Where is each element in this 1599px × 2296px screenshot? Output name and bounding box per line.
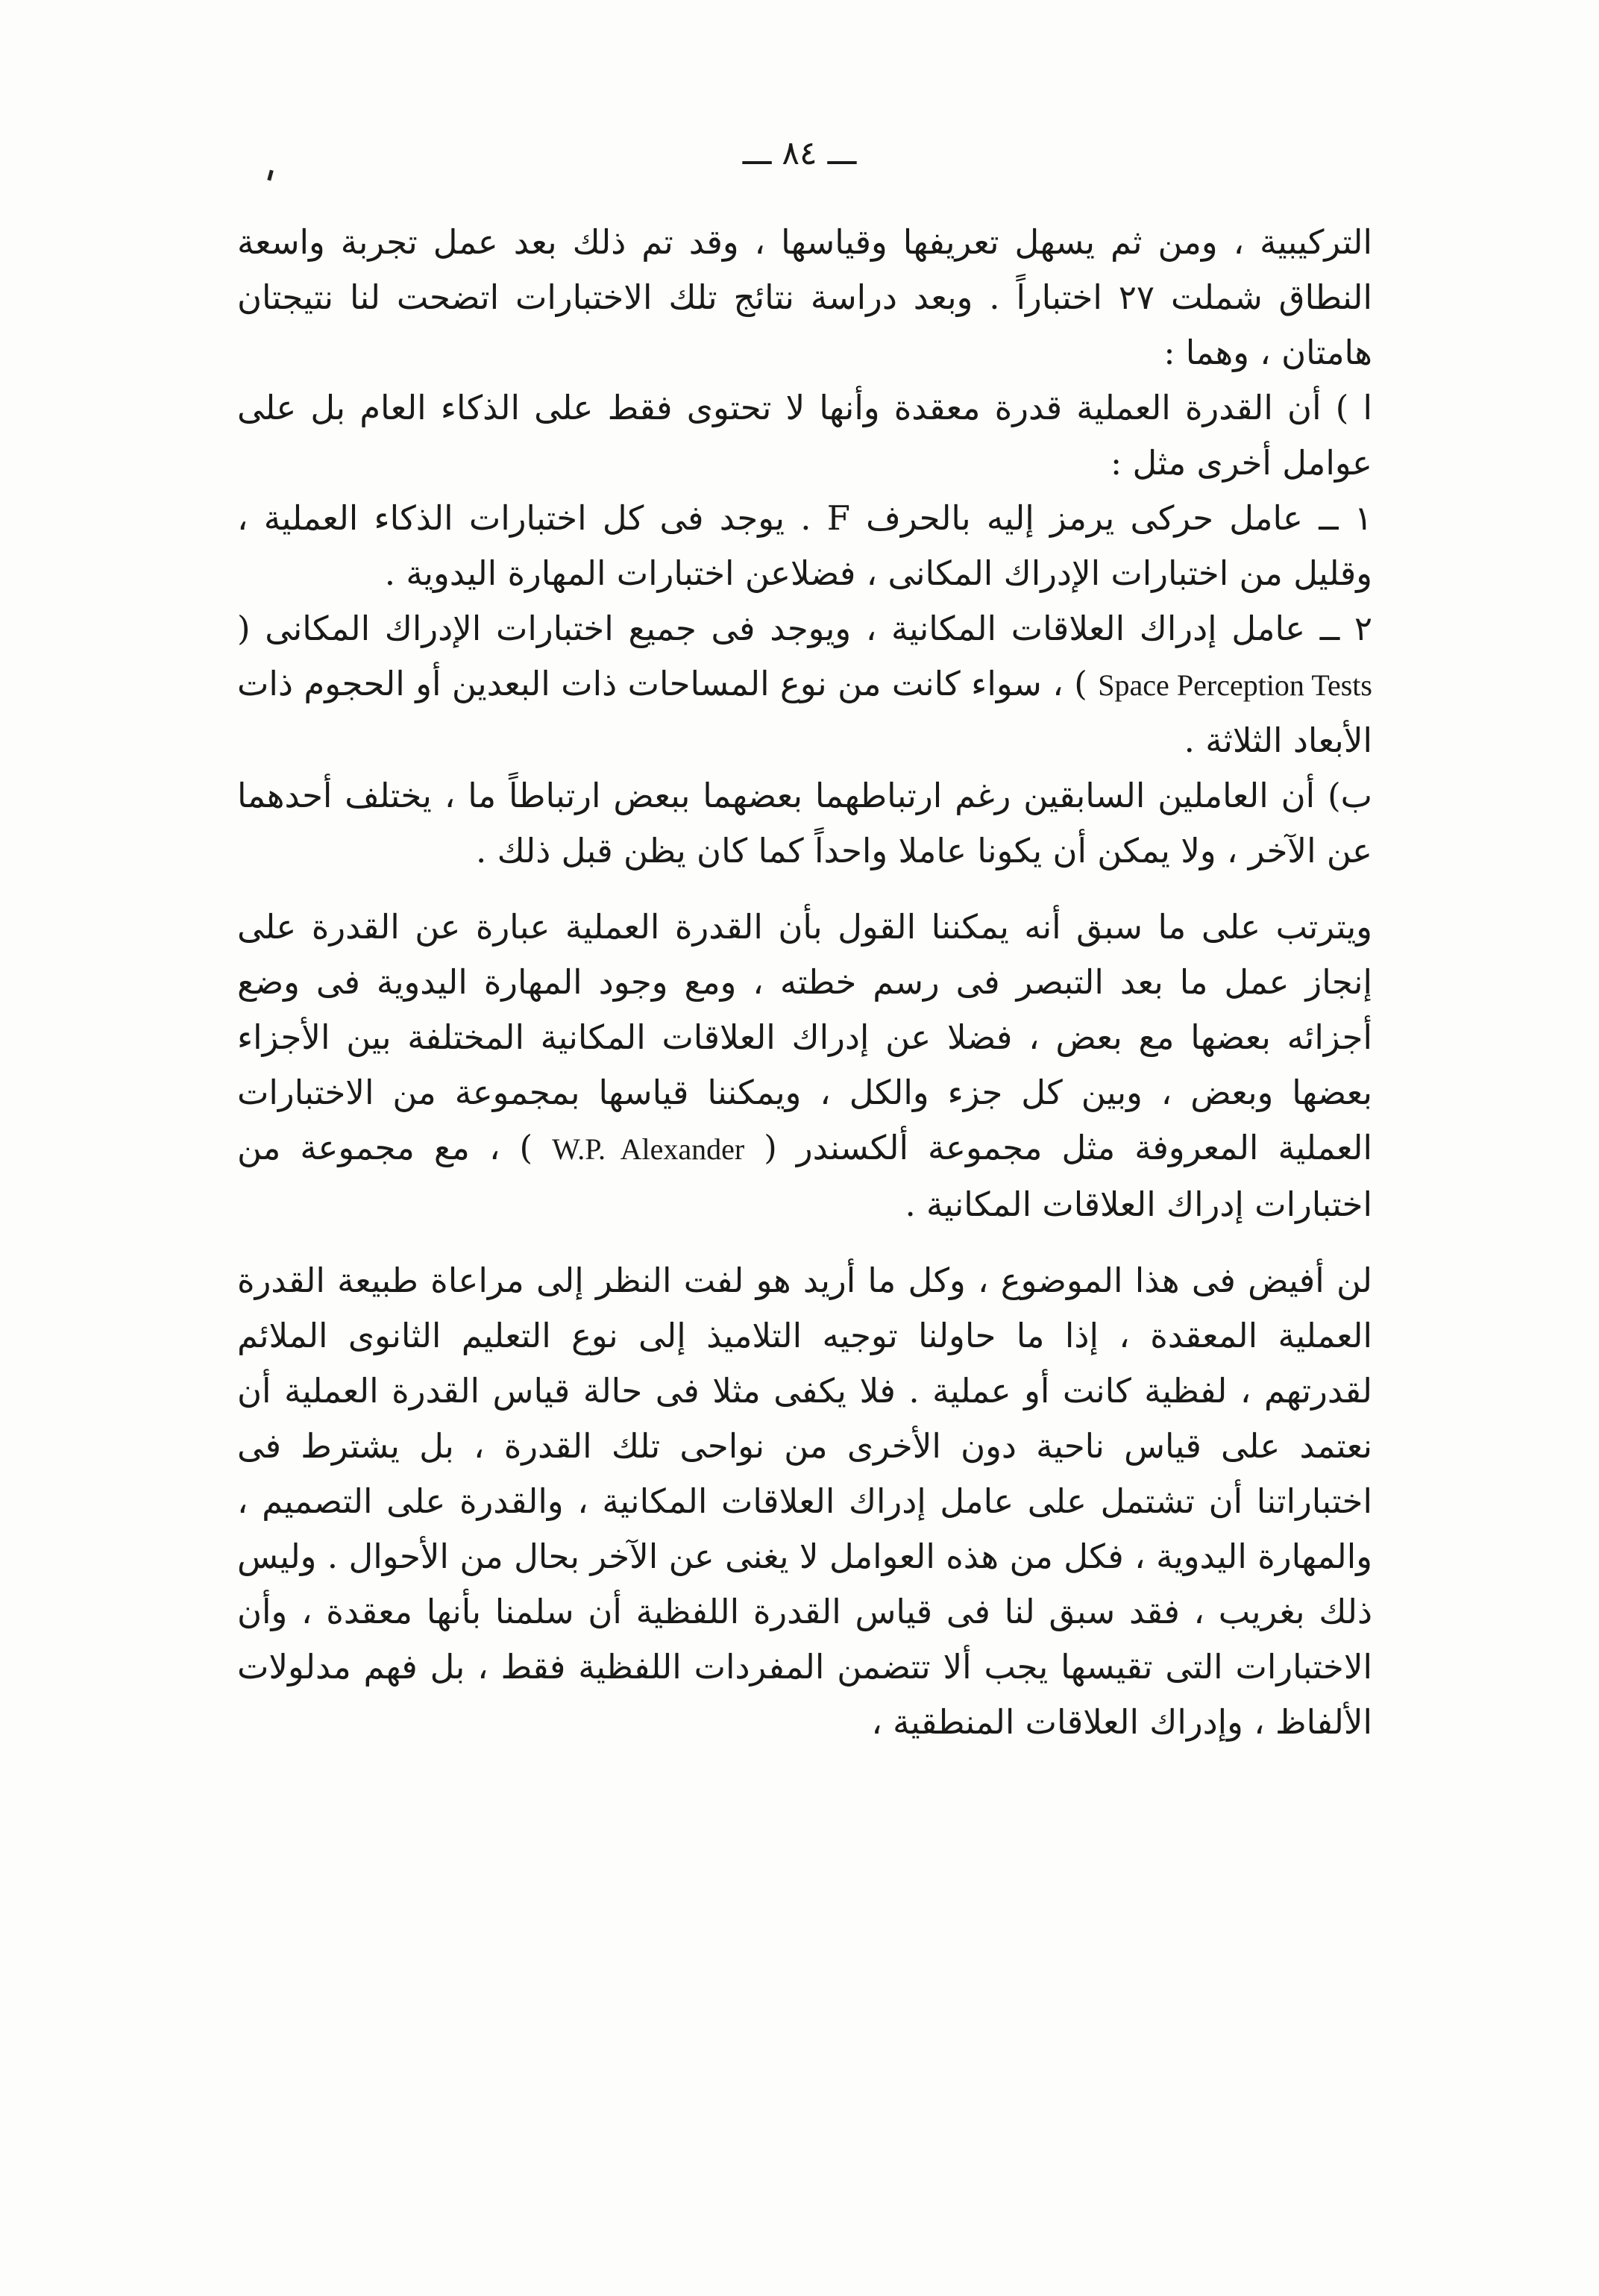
alexander-name: W.P. Alexander [552, 1132, 745, 1166]
finding-a: ا ) أن القدرة العملية قدرة معقدة وأنها لا تحتوى فقط على الذكاء العام بل على عوامل أخرى مثل : [237, 388, 1372, 483]
paragraph-guidance: لن أفيض فى هذا الموضوع ، وكل ما أريد هو لفت النظر إلى مراعاة طبيعة القدرة العملية المعقدة ، إذا ما حاولنا توجيه التلاميذ إلى نوع التعليم الثانوى الملائم لقدرتهم ، لفظية كانت أو عملية . فلا يكفى مثلا فى حالة قياس القدرة العملية أن نعتمد على قياس ناحية دون الأخرى من نواحى تلك القدرة ، بل يشترط فى اختباراتنا أن تشتمل على عامل إدراك العلاقات المكانية ، والقدرة على التصميم ، والمهارة اليدوية ، فكل من هذه العوامل لا يغنى عن الآخر بحال من الأحوال . وليس ذلك بغريب ، فقد سبق لنا فى قياس القدرة اللفظية أن سلمنا بأنها معقدة ، وأن الاختبارات التى تقيسها يجب ألا تتضمن المفردات اللفظية فقط ، بل فهم مدلولات الألفاظ ، وإدراك العلاقات المنطقية ، [237, 1261, 1372, 1742]
paragraph-intro: التركيبية ، ومن ثم يسهل تعريفها وقياسها ، وقد تم ذلك بعد عمل تجربة واسعة النطاق شملت ٢٧ اختباراً . وبعد دراسة نتائج تلك الاختبارات اتضحت لنا نتيجتان هامتان ، وهما : [237, 222, 1372, 372]
paragraph-gap [237, 879, 1372, 900]
factor-2-text-start: ٢ ــ عامل إدراك العلاقات المكانية ، ويوجد فى جميع اختبارات الإدراك المكانى ( [237, 609, 1372, 648]
paragraph-practical-ability [237, 900, 1372, 1232]
factor-2-spatial [237, 601, 1372, 768]
practical-ability-text-start: ويترتب على ما سبق أنه يمكننا القول بأن القدرة العملية عبارة عن القدرة على إنجاز عمل ما بعد التبصر فى رسم خطته ، ومع وجود المهارة اليدوية فى وضع أجزائه بعضها مع بعض ، فضلا عن إدراك العلاقات المكانية المختلفة بين الأجزاء بعضها وبعض ، وبين كل جزء والكل ، ويمكننا قياسها بمجموعة من الاختبارات العملية المعروفة مثل مجموعة ألكسندر ( [237, 907, 1373, 1167]
finding-b: ب) أن العاملين السابقين رغم ارتباطهما بعضهما ببعض ارتباطاً ما ، يختلف أحدهما عن الآخر ، ولا يمكن أن يكونا عاملا واحداً كما كان يظن قبل ذلك . [237, 776, 1372, 871]
practical-ability-text-end: ) ، مع مجموعة من اختبارات إدراك العلاقات المكانية . [237, 1128, 1372, 1224]
body-text [237, 215, 1372, 1750]
space-perception-tests-term: Space Perception Tests [1098, 668, 1372, 702]
paragraph-gap [237, 1232, 1372, 1253]
factor-2-text-end: ) ، سواء كانت من نوع المساحات ذات البعدين أو الحجوم ذات الأبعاد الثلاثة . [237, 664, 1372, 760]
factor-1-motor: ١ ــ عامل حركى يرمز إليه بالحرف F . يوجد فى كل اختبارات الذكاء العملية ، وقليل من اختبارات الإدراك المكانى ، فضلاعن اختبارات المهارة اليدوية . [237, 498, 1373, 593]
page-number: ـــ ٨٤ ـــ [742, 134, 857, 172]
